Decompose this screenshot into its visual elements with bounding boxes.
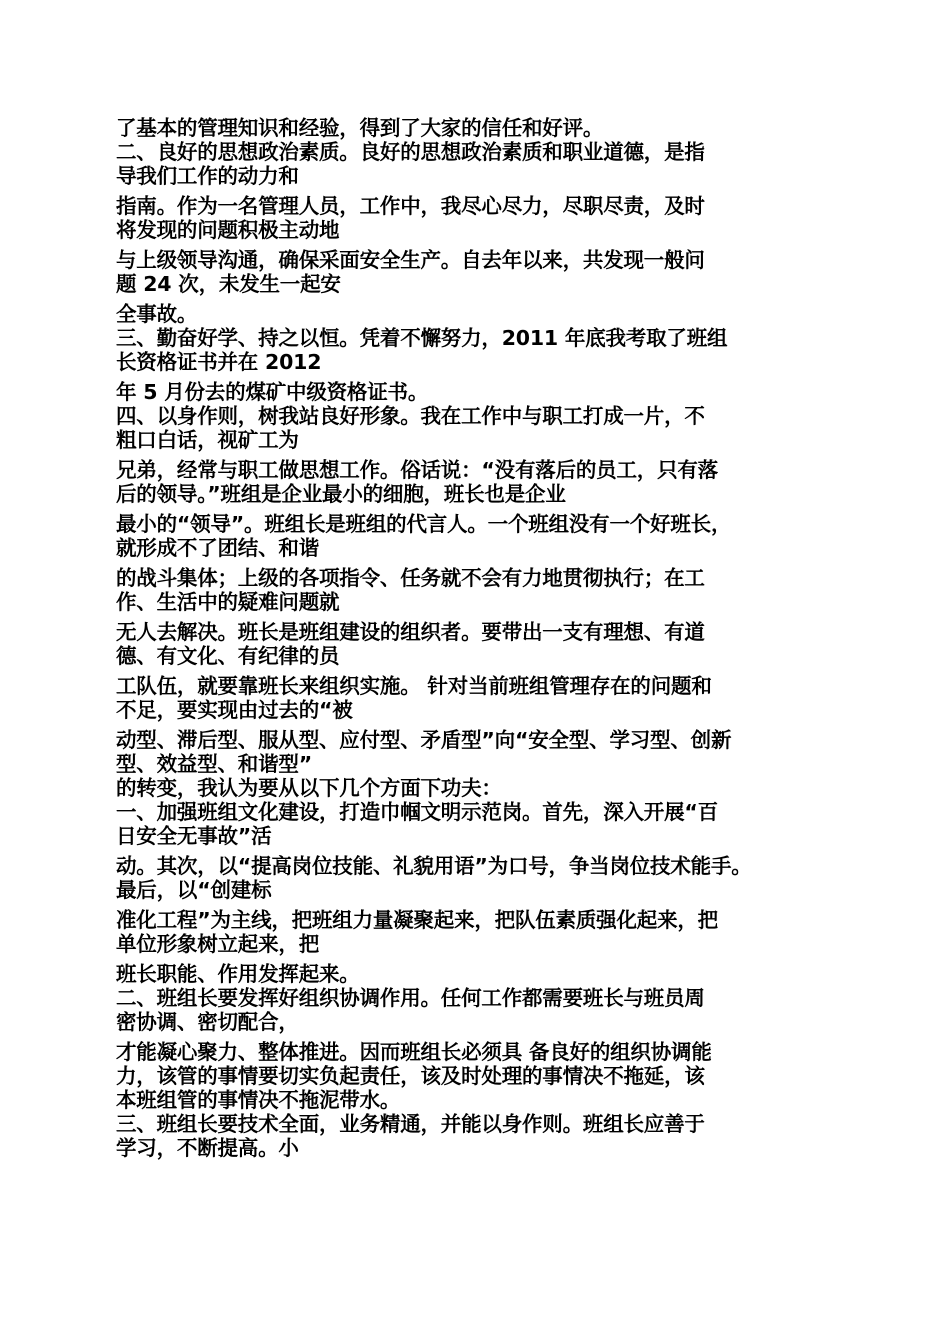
text-line: 一、加强班组文化建设，打造巾帼文明示范岗。首先，深入开展“百 [116,800,718,824]
text-line: 长资格证书并在 2012 [116,350,322,374]
text-line: 动。其次，以“提高岗位技能、礼貌用语”为口号，争当岗位技术能手。 [116,854,752,878]
text-line: 作、生活中的疑难问题就 [116,590,340,614]
text-line: 与上级领导沟通，确保采面安全生产。自去年以来，共发现一般问 [116,248,705,272]
text-line: 的战斗集体；上级的各项指令、任务就不会有力地贯彻执行；在工 [116,566,705,590]
text-line: 不足，要实现由过去的“被 [116,698,353,722]
text-line: 三、勤奋好学、持之以恒。凭着不懈努力，2011 年底我考取了班组 [116,326,728,350]
text-line: 后的领导。”班组是企业最小的细胞，班长也是企业 [116,482,566,506]
text-line: 班长职能、作用发挥起来。 [116,962,360,986]
text-line: 导我们工作的动力和 [116,164,299,188]
text-line: 密协调、密切配合， [116,1010,299,1034]
text-line: 才能凝心聚力、整体推进。因而班组长必须具 备良好的组织协调能 [116,1040,712,1064]
text-line: 将发现的问题积极主动地 [116,218,340,242]
text-line: 二、良好的思想政治素质。良好的思想政治素质和职业道德，是指 [116,140,705,164]
text-line: 本班组管的事情决不拖泥带水。 [116,1088,401,1112]
text-line: 题 24 次，未发生一起安 [116,272,341,296]
text-line: 粗口白话，视矿工为 [116,428,299,452]
text-line: 德、有文化、有纪律的员 [116,644,340,668]
text-line: 学习，不断提高。小 [116,1136,299,1160]
text-line: 全事故。 [116,302,198,326]
text-line: 型、效益型、和谐型” [116,752,312,776]
text-line: 年 5 月份去的煤矿中级资格证书。 [116,380,429,404]
document-body [116,116,846,1160]
text-line: 最后，以“创建标 [116,878,272,902]
text-line: 兄弟，经常与职工做思想工作。俗话说：“没有落后的员工，只有落 [116,458,718,482]
text-line: 三、班组长要技术全面，业务精通，并能以身作则。班组长应善于 [116,1112,705,1136]
text-line: 最小的“领导”。班组长是班组的代言人。一个班组没有一个好班长， [116,512,732,536]
text-line: 动型、滞后型、服从型、应付型、矛盾型”向“安全型、学习型、创新 [116,728,732,752]
text-line: 四、以身作则，树我站良好形象。我在工作中与职工打成一片，不 [116,404,705,428]
text-line: 力，该管的事情要切实负起责任，该及时处理的事情决不拖延，该 [116,1064,705,1088]
text-line: 指南。作为一名管理人员，工作中，我尽心尽力，尽职尽责，及时 [116,194,705,218]
text-line: 单位形象树立起来，把 [116,932,319,956]
text-line: 无人去解决。班长是班组建设的组织者。要带出一支有理想、有道 [116,620,705,644]
text-line: 的转变，我认为要从以下几个方面下功夫： [116,776,502,800]
text-line: 准化工程”为主线，把班组力量凝聚起来，把队伍素质强化起来，把 [116,908,718,932]
text-line: 了基本的管理知识和经验，得到了大家的信任和好评。 [116,116,604,140]
text-line: 就形成不了团结、和谐 [116,536,319,560]
text-line: 日安全无事故”活 [116,824,272,848]
text-line: 二、班组长要发挥好组织协调作用。任何工作都需要班长与班员周 [116,986,705,1010]
text-line: 工队伍，就要靠班长来组织实施。 针对当前班组管理存在的问题和 [116,674,712,698]
